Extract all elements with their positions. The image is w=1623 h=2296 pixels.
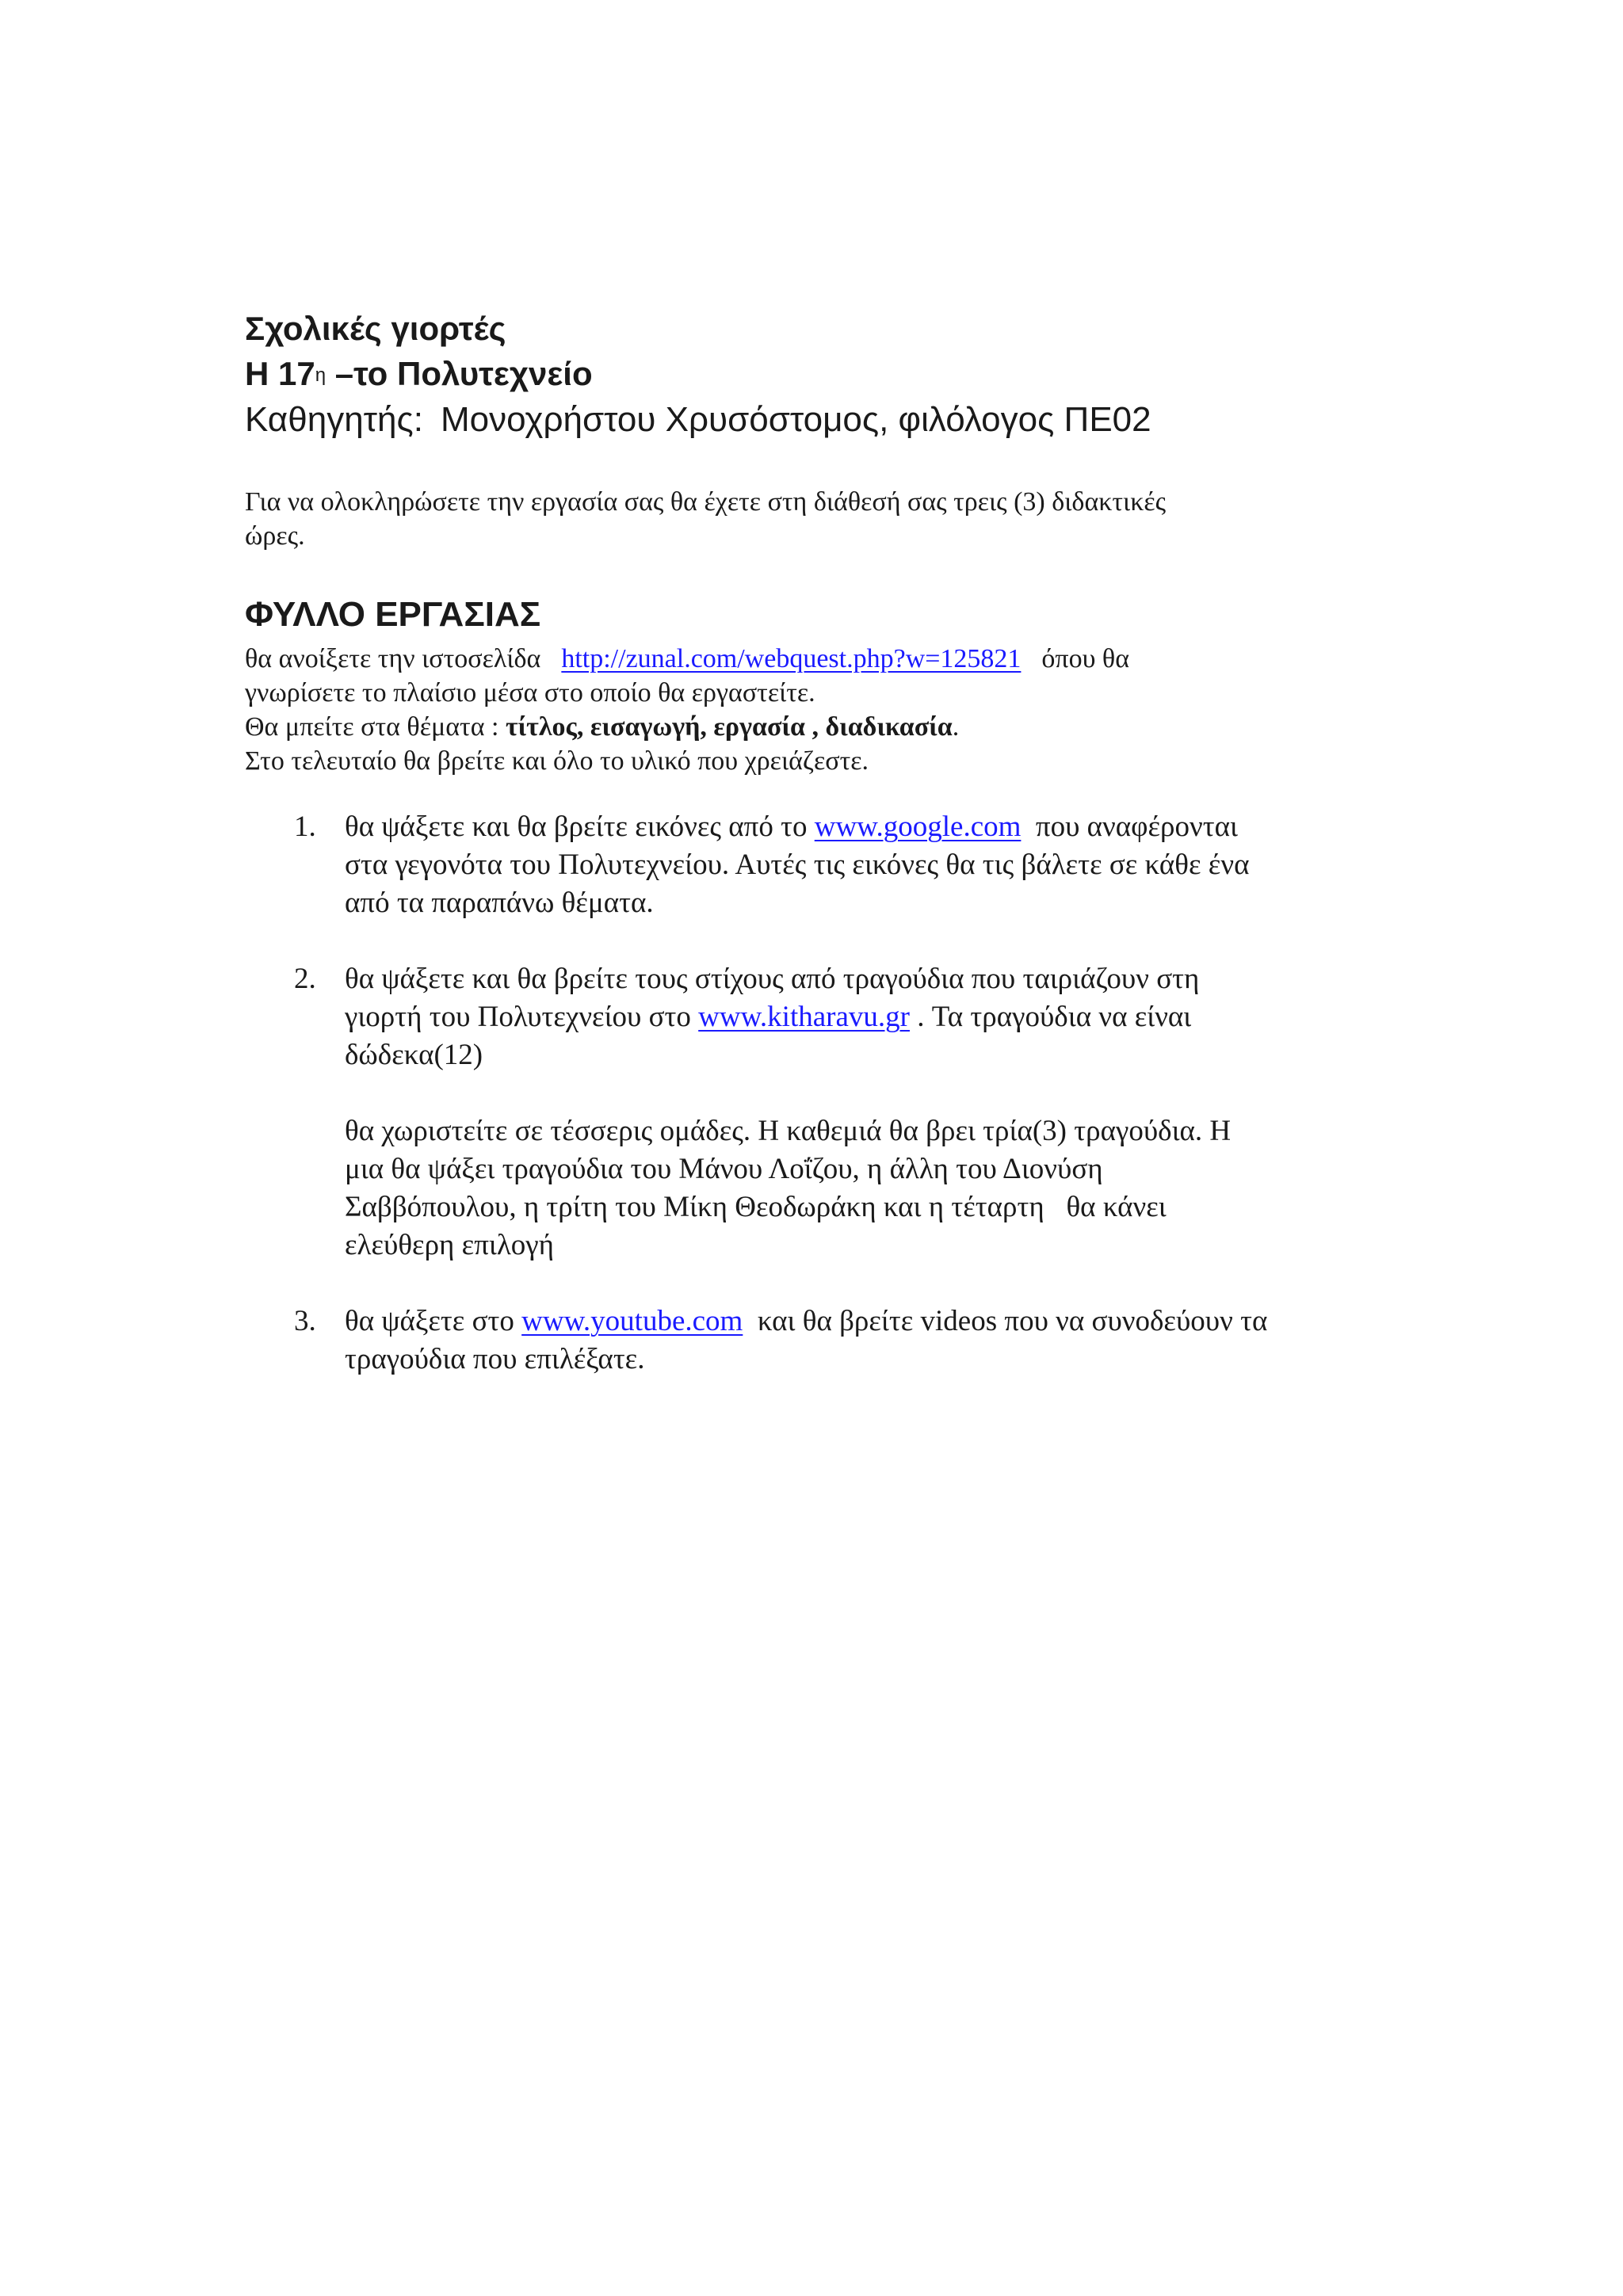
worksheet-line-3-end: . (952, 712, 960, 742)
task-2-paragraph-1 (345, 960, 1402, 1074)
task-1-line-1 (345, 808, 1402, 846)
kitharavu-link[interactable]: www.kitharavu.gr (698, 1001, 910, 1033)
task-item (245, 808, 1402, 922)
youtube-link[interactable]: www.youtube.com (521, 1305, 743, 1337)
worksheet-line-2: γνωρίσετε το πλαίσιο μέσα στο οποίο θα εργαστείτε. (245, 678, 815, 707)
task-number: 3. (294, 1305, 316, 1337)
task-3-line-2: τραγούδια που επιλέξατε. (345, 1343, 645, 1375)
worksheet-line-1-after: όπου θα (1041, 644, 1130, 673)
worksheet-line-4: Στο τελευταίο θα βρείτε και όλο το υλικό που χρειάζεστε. (245, 746, 869, 776)
intro-line-1: Για να ολοκληρώσετε την εργασία σας θα έχετε στη διάθεσή σας τρεις (3) διδακτικές (245, 487, 1167, 517)
task-1-after: που αναφέρονται (1021, 810, 1238, 843)
task-item (245, 1302, 1402, 1379)
webquest-link[interactable]: http://zunal.com/webquest.php?w=125821 (561, 644, 1022, 673)
task-2-line-2 (345, 998, 1402, 1036)
task-1-text: θα ψάξετε και θα βρείτε εικόνες από το (345, 810, 815, 843)
document-subtitle (245, 354, 593, 394)
task-1-line-3: από τα παραπάνω θέματα. (345, 887, 654, 919)
worksheet-line-3 (245, 710, 1129, 744)
subtitle-before: Η 17 (245, 355, 315, 392)
worksheet-line-1-text: θα ανοίξετε την ιστοσελίδα (245, 644, 541, 673)
task-number: 1. (294, 810, 316, 843)
document-title (245, 309, 506, 349)
task-2-p2-line-1: θα χωριστείτε σε τέσσερις ομάδες. Η καθεμιά θα βρει τρία(3) τραγούδια. Η (345, 1115, 1232, 1147)
task-list (245, 808, 1402, 1379)
task-item (245, 960, 1402, 1264)
worksheet-line-3-text: Θα μπείτε στα θέματα : (245, 712, 506, 742)
worksheet-paragraph (245, 642, 1129, 778)
task-2-paragraph-2 (345, 1112, 1402, 1264)
worksheet-topics: τίτλος, εισαγωγή, εργασία , διαδικασία (505, 712, 953, 742)
teacher-line (245, 399, 1151, 441)
task-2-after: . Τα τραγούδια να είναι (909, 1001, 1192, 1033)
task-2-line-1: θα ψάξετε και θα βρείτε τους στίχους από τραγούδια που ταιριάζουν στη (345, 963, 1200, 995)
task-2-line-3: δώδεκα(12) (345, 1039, 483, 1071)
task-2-text: γιορτή του Πολυτεχνείου στο (345, 1001, 699, 1033)
title-line-1: Σχολικές γιορτές (245, 310, 506, 347)
task-1-line-2: στα γεγονότα του Πολυτεχνείου. Αυτές τις εικόνες θα τις βάλετε σε κάθε ένα (345, 849, 1250, 881)
task-2-p2-line-2: μια θα ψάξει τραγούδια του Μάνου Λοΐζου, η άλλη του Διονύση (345, 1153, 1103, 1185)
worksheet-heading: ΦΥΛΛΟ ΕΡΓΑΣΙΑΣ (245, 595, 541, 634)
task-3-after: και θα βρείτε videos που να συνοδεύουν τα (743, 1305, 1268, 1337)
task-number: 2. (294, 963, 316, 995)
teacher-label: Καθηγητής: (245, 400, 423, 439)
intro-paragraph (245, 485, 1166, 553)
teacher-value: Μονοχρήστου Χρυσόστομος, φιλόλογος ΠΕ02 (440, 400, 1151, 439)
subtitle-ordinal: η (315, 364, 327, 386)
task-3-text: θα ψάξετε στο (345, 1305, 522, 1337)
task-2-p2-line-4: ελεύθερη επιλογή (345, 1229, 554, 1261)
subtitle-after: –το Πολυτεχνείο (326, 355, 593, 392)
intro-line-2: ώρες. (245, 521, 305, 551)
task-3-line-1 (345, 1302, 1402, 1341)
task-2-p2-line-3: Σαββόπουλου, η τρίτη του Μίκη Θεοδωράκη και η τέταρτη θα κάνει (345, 1191, 1167, 1223)
google-link[interactable]: www.google.com (814, 810, 1022, 843)
worksheet-line-1 (245, 642, 1129, 676)
